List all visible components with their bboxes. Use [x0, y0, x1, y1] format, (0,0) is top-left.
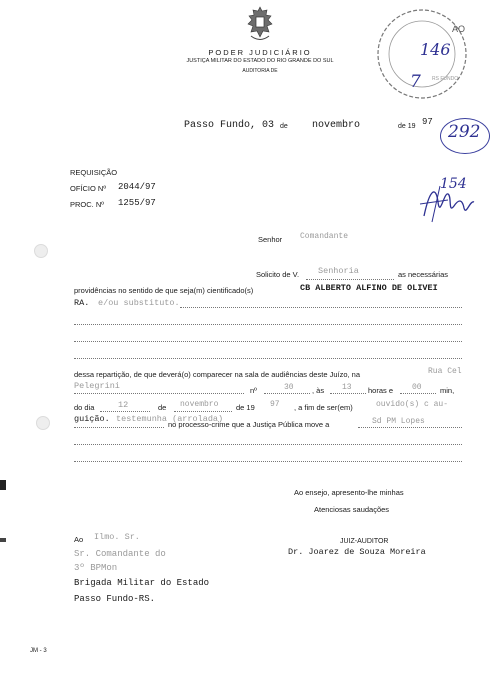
stamp-sub: 7 [410, 72, 421, 92]
repartition-text: dessa repartição, de que deverá(o) comparecer na sala de audiências deste Juízo, na [74, 370, 361, 379]
closing-line-1: Ao ensejo, apresento-lhe minhas [294, 488, 404, 497]
body-dotline-3 [74, 341, 462, 342]
repartition-value: Rua Cel [428, 367, 462, 376]
place-dotline [74, 393, 244, 394]
edge-mark-bottom [0, 538, 6, 542]
cont-dotline [74, 427, 164, 428]
addressee-ao-value: Ilmo. Sr. [94, 532, 140, 542]
min-dotline [400, 393, 436, 394]
addressee-line-3: Brigada Militar do Estado [74, 578, 210, 588]
year-label: de 19 [236, 403, 255, 412]
coat-of-arms-icon [245, 6, 275, 44]
as-dotline [330, 393, 366, 394]
date-year: 97 [422, 117, 433, 127]
addressee-line-2: 3º BPMon [74, 563, 118, 573]
min-value: 00 [412, 383, 422, 392]
page-number: 292 [448, 122, 481, 142]
name-line-2-faint: e/ou substituto. [98, 298, 180, 308]
fim-value: ouvido(s) c au- [376, 400, 449, 409]
punch-hole-bottom [36, 416, 50, 430]
date-de-1: de [280, 123, 288, 130]
processo-dotline [358, 427, 462, 428]
as-label: , às [312, 386, 325, 395]
signature-title: JUIZ-AUDITOR [340, 538, 389, 545]
signature-name: Dr. Joarez de Souza Moreira [288, 547, 426, 557]
min-label: min, [440, 386, 455, 395]
body-dotline-2 [74, 324, 462, 325]
handwritten-initials [418, 182, 480, 224]
name-line-2: RA. [74, 298, 90, 308]
year-value: 97 [270, 400, 280, 409]
month-dotline [174, 411, 232, 412]
salutation-value: Comandante [300, 232, 349, 241]
solicito-dotline [306, 279, 394, 280]
n-value: 30 [284, 383, 294, 392]
addressee-line-1: Sr. Comandante do [74, 549, 166, 559]
horas-label: horas e [368, 386, 394, 395]
addressee-line-4: Passo Fundo-RS. [74, 594, 156, 604]
stamp-number: 146 [420, 40, 451, 59]
dia-dotline [100, 411, 150, 412]
proc-value: 1255/97 [118, 198, 156, 208]
de-label: de [158, 403, 167, 412]
date-month: novembro [312, 120, 361, 131]
body-dotline-5 [74, 444, 462, 445]
dia-label: do dia [74, 403, 95, 412]
header-title: PODER JUDICIÁRIO [208, 48, 312, 57]
place-value: Pelegrini [74, 381, 120, 391]
as-value: 13 [342, 383, 352, 392]
name-line-1: CB ALBERTO ALFINO DE OLIVEI [300, 283, 438, 293]
stamp-ring-small: RS FUNDO [432, 76, 459, 82]
edge-mark-top [0, 480, 6, 490]
date-de-2: de 19 [398, 123, 416, 130]
oficio-value: 2044/97 [118, 182, 156, 192]
date-city: Passo Fundo, 03 [184, 120, 275, 131]
side-annotation-number: 154 [440, 176, 467, 192]
solicito-value: Senhoria [318, 266, 359, 276]
providencias-text: providências no sentido de que seja(m) cientificado(s) [74, 286, 254, 295]
header-auditoria: AUDITORIA DE [242, 68, 278, 74]
proc-label: PROC. Nº [70, 200, 104, 209]
processo-value: Sd PM Lopes [372, 417, 425, 426]
dia-value: 12 [118, 400, 129, 410]
cont-faint: testemunha (arrolada) [116, 414, 224, 424]
oficio-label: OFÍCIO Nº [70, 184, 107, 193]
n-dotline [264, 393, 310, 394]
body-dotline-4 [74, 358, 462, 359]
addressee-ao-label: Ao [74, 535, 84, 544]
punch-hole-top [34, 244, 48, 258]
body-dotline-1 [180, 307, 462, 308]
header-subtitle: JUSTIÇA MILITAR DO ESTADO DO RIO GRANDE DO SUL [186, 58, 334, 64]
solicito-text: Solicito de V. [256, 270, 300, 279]
cont-text: guição. [74, 414, 110, 424]
as-necessarias-text: as necessárias [398, 270, 449, 279]
closing-line-2: Atenciosas saudações [314, 505, 390, 514]
form-code: JM - 3 [30, 648, 47, 654]
salutation-label: Senhor [258, 235, 283, 244]
processo-text: no processo-crime que a Justiça Pública move a [168, 420, 330, 429]
fim-label: , a fim de ser(em) [294, 403, 353, 412]
month-value: novembro [180, 400, 219, 409]
stamp-ring-text: AO [452, 24, 466, 34]
requisicao-label: REQUISIÇÃO [70, 168, 118, 177]
body-dotline-6 [74, 461, 462, 462]
n-label: nº [250, 386, 257, 395]
